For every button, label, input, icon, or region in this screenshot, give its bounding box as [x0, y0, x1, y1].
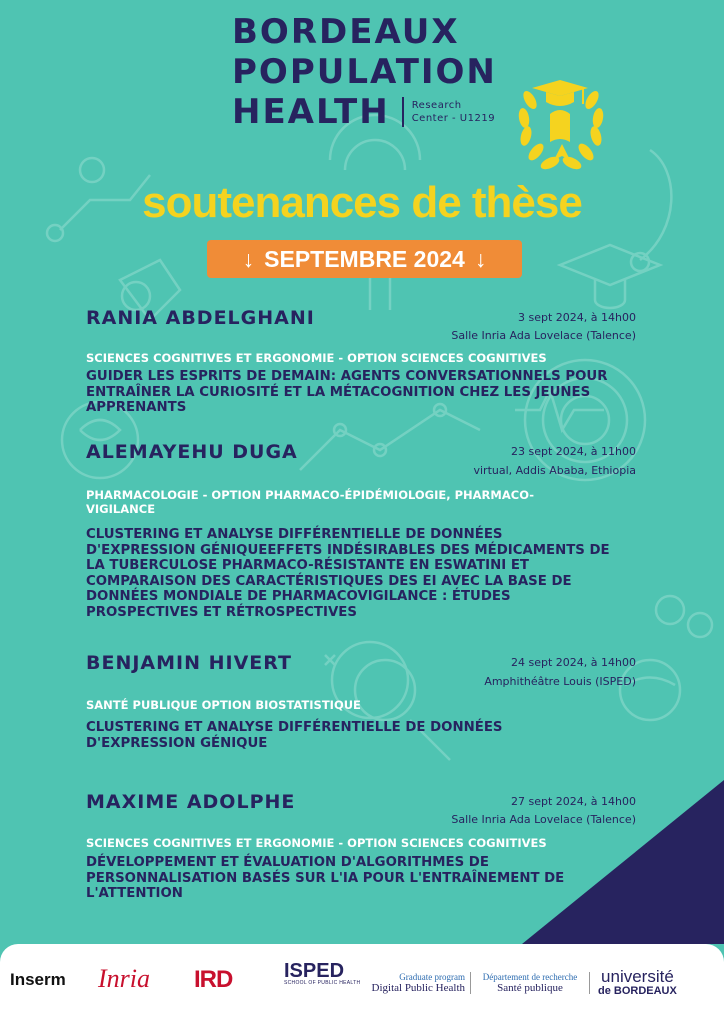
defense-date: 27 sept 2024, à 14h00 [511, 795, 636, 808]
research-department-label: Département de recherche [482, 972, 578, 982]
discipline: SANTÉ PUBLIQUE OPTION BIOSTATISTIQUE [86, 698, 361, 712]
candidate-name: RANIA ABDELGHANI [86, 307, 315, 329]
discipline: SCIENCES COGNITIVES ET ERGONOMIE - OPTION SCIENCES COGNITIVES [86, 351, 547, 365]
thesis-title: CLUSTERING ET ANALYSE DIFFÉRENTIELLE DE DONNÉES D'EXPRESSION GÉNIQUEEFFETS INDÉSIRABLES DES MÉDICAMENTS DE LA TUBERCULOSE PHARMACO-RÉSISTANTE EN ESWATINI ET COMPARAISON DES CARACTÉRISTIQUES DES EI AVEC LA BASE DE DONNÉES MONDIALE DE PHARMACOVIGILANCE : ÉTUDES PROSPECTIVES ET RÉTROSPECTIVES [86, 527, 610, 620]
research-department-logo [470, 972, 590, 994]
defense-venue: virtual, Addis Ababa, Ethiopia [473, 464, 636, 477]
brand-line-2: POPULATION [232, 52, 497, 92]
bordeaux-text: de BORDEAUX [598, 985, 677, 997]
isped-logo [284, 960, 360, 986]
universite-bordeaux-logo [598, 968, 677, 997]
research-line-2: Center - U1219 [411, 113, 496, 124]
universite-text: université [601, 967, 674, 986]
thesis-title: CLUSTERING ET ANALYSE DIFFÉRENTIELLE DE DONNÉES D'EXPRESSION GÉNIQUE [86, 720, 503, 751]
discipline: SCIENCES COGNITIVES ET ERGONOMIE - OPTION SCIENCES COGNITIVES [86, 836, 547, 850]
brand-divider [402, 97, 404, 127]
event-title: soutenances de thèse [142, 178, 582, 227]
brand-line-1: BORDEAUX [232, 12, 460, 52]
defense-date: 23 sept 2024, à 11h00 [511, 445, 636, 458]
brand-line-3: HEALTH [232, 92, 390, 132]
defense-venue: Salle Inria Ada Lovelace (Talence) [451, 329, 636, 342]
defense-venue: Salle Inria Ada Lovelace (Talence) [451, 813, 636, 826]
inserm-logo: Inserm [10, 970, 66, 989]
candidate-name: BENJAMIN HIVERT [86, 652, 293, 674]
thesis-title: GUIDER LES ESPRITS DE DEMAIN: AGENTS CONVERSATIONNELS POUR ENTRAÎNER LA CURIOSITÉ ET LA MÉTACOGNITION CHEZ LES JEUNES APPRENANTS [86, 369, 608, 415]
laurel-graduation-icon [512, 70, 632, 190]
isped-logo-subtext: SCHOOL OF PUBLIC HEALTH [284, 980, 361, 986]
defense-date: 24 sept 2024, à 14h00 [511, 656, 636, 669]
research-center-label [412, 99, 495, 125]
graduate-program-label: Graduate program [399, 972, 465, 982]
brand-logo [232, 12, 497, 132]
isped-logo-text: ISPED [284, 960, 345, 982]
research-department-name: Santé publique [497, 982, 563, 994]
graduate-program-name: Digital Public Health [371, 982, 465, 994]
thesis-title: DÉVELOPPEMENT ET ÉVALUATION D'ALGORITHMES DE PERSONNALISATION BASÉS SUR L'IA POUR L'ENTRAÎNEMENT DE L'ATTENTION [86, 855, 565, 901]
month-banner [207, 240, 522, 278]
graduate-program-logo [350, 972, 465, 994]
inria-logo: Inria [98, 964, 150, 993]
discipline: PHARMACOLOGIE - OPTION PHARMACO-ÉPIDÉMIOLOGIE, PHARMACO-VIGILANCE [86, 488, 534, 516]
brand-health-row [232, 92, 497, 132]
arrow-down-icon: ↓ [474, 245, 487, 272]
candidate-name: MAXIME ADOLPHE [86, 791, 296, 813]
month-label: SEPTEMBRE 2024 [264, 245, 465, 272]
arrow-down-icon: ↓ [242, 245, 255, 272]
ird-logo: IRD [194, 966, 233, 993]
defense-date: 3 sept 2024, à 14h00 [518, 311, 636, 324]
research-line-1: Research [411, 100, 462, 111]
defense-venue: Amphithéâtre Louis (ISPED) [484, 675, 636, 688]
candidate-name: ALEMAYEHU DUGA [86, 441, 298, 463]
